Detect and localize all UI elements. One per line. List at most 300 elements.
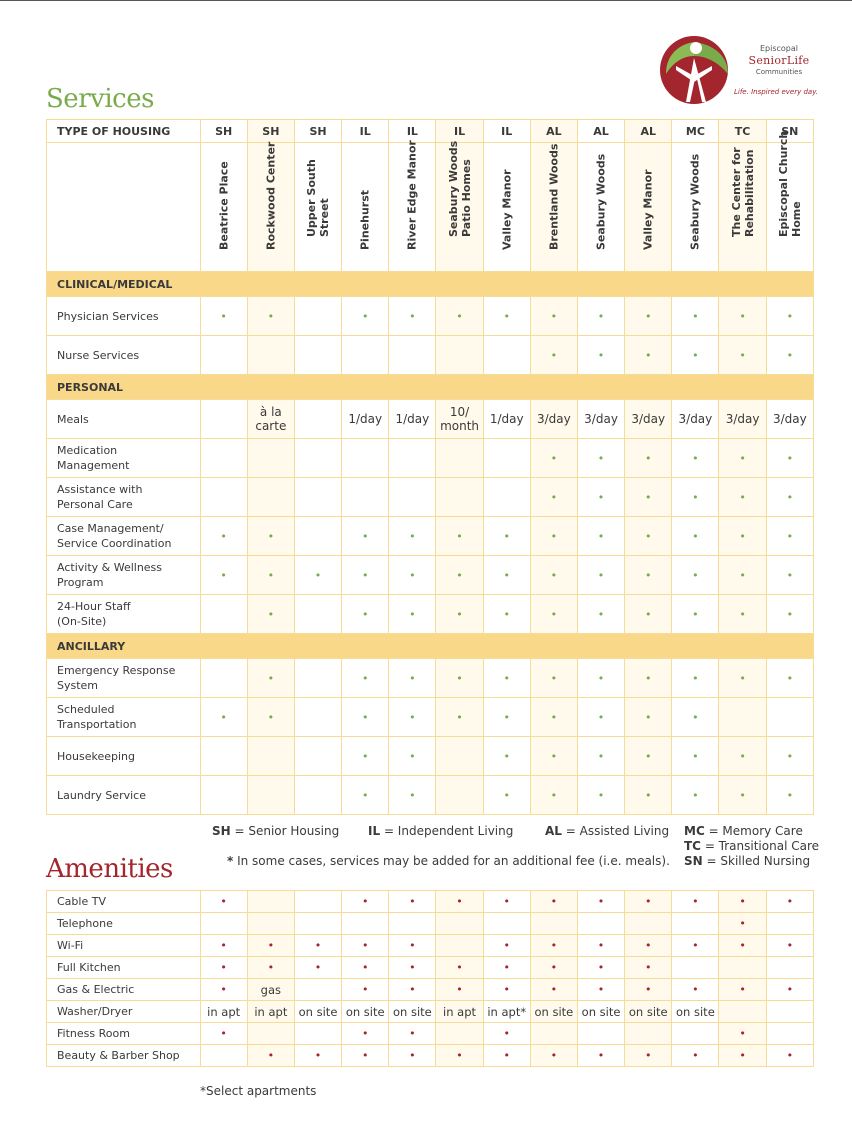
bullet-icon: • bbox=[409, 568, 416, 582]
amenities-table bbox=[46, 890, 814, 1067]
bullet-icon: • bbox=[503, 983, 510, 996]
amenity-cell bbox=[766, 1001, 813, 1023]
housing-type-il: IL bbox=[483, 120, 530, 143]
service-label-line: Laundry Service bbox=[57, 788, 146, 802]
service-cell bbox=[719, 698, 766, 737]
service-cell bbox=[294, 439, 341, 478]
episcopal-seniorlife-logo bbox=[656, 34, 826, 106]
bullet-icon: • bbox=[409, 1027, 416, 1040]
amenity-cell bbox=[389, 1045, 436, 1067]
service-row-scheduled-transportation bbox=[47, 698, 814, 737]
bullet-icon: • bbox=[644, 607, 652, 621]
amenity-cell bbox=[247, 935, 294, 957]
services-heading: Services bbox=[46, 84, 154, 114]
service-cell bbox=[389, 698, 436, 737]
bullet-icon: • bbox=[503, 939, 510, 952]
service-cell bbox=[625, 517, 672, 556]
service-label-line: Service Coordination bbox=[57, 537, 172, 550]
section-personal bbox=[47, 375, 814, 400]
community-name-text bbox=[500, 169, 513, 250]
amenity-row-wi-fi bbox=[47, 935, 814, 957]
amenity-cell: in apt bbox=[436, 1001, 483, 1023]
fee-note: * In some cases, services may be added for an additional fee (i.e. meals). bbox=[227, 854, 670, 868]
service-cell bbox=[577, 659, 624, 698]
housing-type-al: AL bbox=[530, 120, 577, 143]
community-name-text bbox=[305, 159, 331, 237]
community-name-line: River Edge Manor bbox=[405, 140, 419, 250]
amenity-row-beauty-barber-shop bbox=[47, 1045, 814, 1067]
service-row-laundry-service bbox=[47, 776, 814, 815]
community-name-line: The Center for bbox=[729, 147, 743, 237]
bullet-icon: • bbox=[692, 671, 699, 685]
amenity-cell bbox=[672, 891, 719, 913]
service-row-housekeeping bbox=[47, 737, 814, 776]
bullet-icon: • bbox=[597, 939, 605, 952]
service-cell bbox=[247, 659, 294, 698]
bullet-icon: • bbox=[503, 1049, 510, 1062]
service-cell: 3/day bbox=[530, 400, 577, 439]
amenity-cell bbox=[200, 913, 247, 935]
service-label-line: Medication bbox=[57, 444, 118, 457]
service-cell bbox=[577, 517, 624, 556]
bullet-icon: • bbox=[267, 961, 275, 974]
service-cell bbox=[530, 478, 577, 517]
amenity-cell bbox=[389, 957, 436, 979]
service-cell bbox=[342, 776, 389, 815]
community-name-text bbox=[264, 142, 277, 250]
bullet-icon: • bbox=[597, 710, 605, 724]
bullet-icon: • bbox=[739, 939, 746, 952]
amenity-cell bbox=[342, 979, 389, 1001]
service-label bbox=[47, 336, 201, 375]
service-cell bbox=[342, 336, 389, 375]
community-name-line: Rehabilitation bbox=[742, 149, 756, 237]
amenity-cell: on site bbox=[672, 1001, 719, 1023]
service-cell bbox=[625, 776, 672, 815]
bullet-icon: • bbox=[456, 607, 463, 621]
service-cell bbox=[483, 517, 530, 556]
bullet-icon: • bbox=[361, 568, 369, 582]
service-cell bbox=[577, 737, 624, 776]
amenity-cell bbox=[577, 979, 624, 1001]
community-seabury-woods-patio-homes bbox=[436, 140, 483, 272]
service-cell bbox=[672, 297, 719, 336]
bullet-icon: • bbox=[692, 490, 699, 504]
bullet-icon: • bbox=[644, 451, 652, 465]
bullet-icon: • bbox=[597, 348, 605, 362]
section-ancillary bbox=[47, 634, 814, 659]
bullet-icon: • bbox=[739, 917, 746, 930]
service-cell bbox=[436, 517, 483, 556]
service-cell bbox=[342, 517, 389, 556]
amenity-cell bbox=[672, 979, 719, 1001]
amenity-cell bbox=[247, 957, 294, 979]
bullet-icon: • bbox=[739, 529, 746, 543]
amenity-cell bbox=[200, 935, 247, 957]
bullet-icon: • bbox=[786, 451, 794, 465]
bullet-icon: • bbox=[786, 895, 794, 908]
service-cell bbox=[200, 297, 247, 336]
amenity-cell bbox=[200, 979, 247, 1001]
service-cell bbox=[625, 595, 672, 634]
service-cell bbox=[436, 776, 483, 815]
bullet-icon: • bbox=[503, 529, 510, 543]
bullet-icon: • bbox=[503, 895, 510, 908]
service-cell bbox=[483, 776, 530, 815]
service-row-emergency-response-system bbox=[47, 659, 814, 698]
amenity-cell bbox=[577, 913, 624, 935]
amenity-cell bbox=[483, 979, 530, 1001]
amenity-label: Telephone bbox=[47, 913, 201, 935]
amenity-cell bbox=[483, 913, 530, 935]
service-cell bbox=[625, 659, 672, 698]
service-cell bbox=[530, 595, 577, 634]
service-cell bbox=[389, 297, 436, 336]
amenity-label: Full Kitchen bbox=[47, 957, 201, 979]
section-heading: PERSONAL bbox=[47, 375, 814, 400]
community-name-line: Home bbox=[789, 201, 803, 237]
amenity-cell bbox=[625, 1045, 672, 1067]
bullet-icon: • bbox=[456, 710, 463, 724]
bullet-icon: • bbox=[786, 490, 794, 504]
bullet-icon: • bbox=[503, 961, 510, 974]
blank-corner-cell bbox=[47, 143, 201, 272]
service-cell bbox=[294, 737, 341, 776]
bullet-icon: • bbox=[409, 529, 416, 543]
amenity-cell bbox=[342, 913, 389, 935]
logo-tagline: Life. Inspired every day. bbox=[734, 88, 819, 96]
bullet-icon: • bbox=[409, 939, 416, 952]
service-cell bbox=[719, 659, 766, 698]
service-cell bbox=[577, 698, 624, 737]
amenity-row-full-kitchen bbox=[47, 957, 814, 979]
service-cell bbox=[530, 659, 577, 698]
bullet-icon: • bbox=[644, 895, 652, 908]
service-cell bbox=[294, 400, 341, 439]
service-cell bbox=[672, 517, 719, 556]
amenity-cell bbox=[294, 957, 341, 979]
amenity-cell bbox=[625, 891, 672, 913]
amenity-cell bbox=[530, 913, 577, 935]
service-cell bbox=[766, 659, 813, 698]
bullet-icon: • bbox=[739, 451, 746, 465]
service-cell bbox=[436, 336, 483, 375]
service-cell bbox=[766, 478, 813, 517]
service-cell bbox=[436, 556, 483, 595]
community-name-line: Episcopal Church bbox=[776, 130, 790, 237]
community-the-center-for-rehabilitation bbox=[719, 143, 766, 272]
service-label-line: Transportation bbox=[57, 718, 137, 731]
community-name-line: Patio Homes bbox=[459, 159, 473, 237]
service-cell bbox=[483, 595, 530, 634]
community-valley-manor bbox=[483, 143, 530, 272]
amenity-cell bbox=[247, 913, 294, 935]
service-label-line: Nurse Services bbox=[57, 348, 140, 362]
bullet-icon: • bbox=[739, 983, 746, 996]
service-cell bbox=[200, 478, 247, 517]
amenity-cell bbox=[719, 935, 766, 957]
service-cell bbox=[530, 439, 577, 478]
service-cell bbox=[200, 737, 247, 776]
amenity-row-washer-dryer bbox=[47, 1001, 814, 1023]
bullet-icon: • bbox=[361, 788, 369, 802]
housing-type-al: AL bbox=[625, 120, 672, 143]
service-label bbox=[47, 400, 201, 439]
bullet-icon: • bbox=[409, 1049, 416, 1062]
bullet-icon: • bbox=[739, 1049, 746, 1062]
bullet-icon: • bbox=[267, 529, 275, 543]
service-label-line: Scheduled bbox=[57, 703, 115, 716]
amenity-cell bbox=[294, 1045, 341, 1067]
service-cell bbox=[766, 556, 813, 595]
amenity-cell: in apt* bbox=[483, 1001, 530, 1023]
bullet-icon: • bbox=[409, 961, 416, 974]
service-cell bbox=[719, 297, 766, 336]
service-label-line: Physician Services bbox=[57, 309, 159, 323]
community-name-line: Valley Manor bbox=[500, 169, 514, 250]
legend-mc: MC = Memory Care bbox=[684, 824, 803, 838]
bullet-icon: • bbox=[361, 749, 369, 763]
bullet-icon: • bbox=[786, 788, 794, 802]
bullet-icon: • bbox=[456, 568, 463, 582]
amenity-cell: in apt bbox=[200, 1001, 247, 1023]
amenity-cell bbox=[294, 979, 341, 1001]
amenity-cell bbox=[294, 1023, 341, 1045]
community-name-text bbox=[642, 169, 655, 250]
service-label-line: Management bbox=[57, 459, 130, 472]
service-cell bbox=[389, 517, 436, 556]
bullet-icon: • bbox=[503, 788, 510, 802]
housing-type-al: AL bbox=[577, 120, 624, 143]
community-name-line: Brentland Woods bbox=[547, 143, 561, 250]
service-cell bbox=[577, 336, 624, 375]
amenity-cell bbox=[483, 1045, 530, 1067]
amenity-cell bbox=[719, 957, 766, 979]
amenities-heading: Amenities bbox=[46, 854, 173, 884]
amenity-cell: on site bbox=[389, 1001, 436, 1023]
service-cell bbox=[200, 439, 247, 478]
service-cell: 1/day bbox=[389, 400, 436, 439]
cell-line: à la bbox=[259, 405, 282, 419]
bullet-icon: • bbox=[692, 348, 699, 362]
service-row-activity-wellness-program bbox=[47, 556, 814, 595]
bullet-icon: • bbox=[692, 710, 699, 724]
amenity-cell bbox=[625, 935, 672, 957]
service-cell bbox=[294, 698, 341, 737]
service-cell bbox=[294, 517, 341, 556]
bullet-icon: • bbox=[503, 710, 510, 724]
bullet-icon: • bbox=[644, 749, 652, 763]
amenity-cell bbox=[200, 1045, 247, 1067]
services-table bbox=[46, 119, 814, 815]
logo-episcopal: Episcopal bbox=[759, 44, 799, 53]
service-cell bbox=[342, 595, 389, 634]
community-name-text bbox=[406, 140, 419, 250]
amenity-cell: in apt bbox=[247, 1001, 294, 1023]
bullet-icon: • bbox=[220, 710, 227, 724]
service-label bbox=[47, 297, 201, 336]
section-clinical-medical bbox=[47, 272, 814, 297]
service-cell bbox=[389, 659, 436, 698]
service-cell bbox=[247, 776, 294, 815]
amenity-row-cable-tv bbox=[47, 891, 814, 913]
bullet-icon: • bbox=[361, 895, 369, 908]
top-rule bbox=[0, 0, 852, 1]
amenity-cell bbox=[342, 1045, 389, 1067]
bullet-icon: • bbox=[503, 568, 510, 582]
service-cell bbox=[247, 336, 294, 375]
bullet-icon: • bbox=[550, 451, 558, 465]
amenity-cell bbox=[625, 979, 672, 1001]
bullet-icon: • bbox=[456, 983, 463, 996]
amenity-cell: on site bbox=[577, 1001, 624, 1023]
type-of-housing-label: TYPE OF HOUSING bbox=[47, 120, 201, 143]
bullet-icon: • bbox=[739, 348, 746, 362]
bullet-icon: • bbox=[550, 607, 558, 621]
cell-line: month bbox=[440, 419, 480, 433]
amenity-cell bbox=[294, 891, 341, 913]
amenity-cell bbox=[294, 913, 341, 935]
amenity-cell bbox=[436, 935, 483, 957]
service-cell bbox=[625, 478, 672, 517]
bullet-icon: • bbox=[597, 983, 605, 996]
service-cell bbox=[342, 478, 389, 517]
amenity-cell bbox=[766, 913, 813, 935]
amenity-cell bbox=[577, 935, 624, 957]
service-row-meals bbox=[47, 400, 814, 439]
bullet-icon: • bbox=[739, 568, 746, 582]
amenity-cell bbox=[200, 891, 247, 913]
service-cell bbox=[200, 659, 247, 698]
amenity-cell bbox=[342, 891, 389, 913]
bullet-icon: • bbox=[456, 1049, 463, 1062]
housing-type-sn: SN bbox=[766, 120, 813, 143]
bullet-icon: • bbox=[786, 749, 794, 763]
bullet-icon: • bbox=[597, 788, 605, 802]
community-name-text bbox=[447, 141, 473, 237]
amenity-label: Gas & Electric bbox=[47, 979, 201, 1001]
community-name-line: Street bbox=[318, 198, 332, 237]
bullet-icon: • bbox=[361, 983, 369, 996]
service-cell bbox=[719, 517, 766, 556]
amenity-cell: on site bbox=[342, 1001, 389, 1023]
bullet-icon: • bbox=[220, 961, 227, 974]
community-seabury-woods bbox=[672, 143, 719, 272]
bullet-icon: • bbox=[786, 1049, 794, 1062]
service-cell bbox=[766, 439, 813, 478]
bullet-icon: • bbox=[692, 309, 699, 323]
service-cell bbox=[389, 336, 436, 375]
service-cell bbox=[530, 336, 577, 375]
service-cell bbox=[389, 556, 436, 595]
bullet-icon: • bbox=[597, 568, 605, 582]
community-name-text bbox=[547, 144, 560, 250]
bullet-icon: • bbox=[644, 710, 652, 724]
bullet-icon: • bbox=[409, 710, 416, 724]
housing-type-row bbox=[47, 120, 814, 143]
service-cell bbox=[672, 659, 719, 698]
bullet-icon: • bbox=[361, 607, 369, 621]
community-name-line: Seabury Woods bbox=[594, 153, 608, 250]
bullet-icon: • bbox=[503, 671, 510, 685]
bullet-icon: • bbox=[409, 895, 416, 908]
service-cell bbox=[294, 659, 341, 698]
amenity-cell bbox=[766, 979, 813, 1001]
amenity-cell bbox=[672, 913, 719, 935]
service-label bbox=[47, 556, 201, 595]
amenity-cell bbox=[389, 935, 436, 957]
housing-type-sh: SH bbox=[294, 120, 341, 143]
logo-brand: SeniorLife bbox=[748, 54, 810, 67]
amenity-cell bbox=[483, 891, 530, 913]
amenity-row-fitness-room bbox=[47, 1023, 814, 1045]
service-cell bbox=[436, 659, 483, 698]
amenity-label: Wi-Fi bbox=[47, 935, 201, 957]
service-cell bbox=[389, 595, 436, 634]
service-cell bbox=[389, 439, 436, 478]
community-valley-manor bbox=[625, 143, 672, 272]
service-label-line: 24-Hour Staff bbox=[57, 600, 131, 613]
bullet-icon: • bbox=[409, 607, 416, 621]
logo-wordmark bbox=[734, 44, 824, 77]
service-cell bbox=[625, 297, 672, 336]
community-upper-south-street bbox=[294, 143, 341, 272]
bullet-icon: • bbox=[597, 529, 605, 543]
amenity-cell bbox=[247, 1023, 294, 1045]
bullet-icon: • bbox=[361, 671, 369, 685]
bullet-icon: • bbox=[456, 671, 463, 685]
service-label bbox=[47, 439, 201, 478]
housing-type-mc: MC bbox=[672, 120, 719, 143]
bullet-icon: • bbox=[739, 749, 746, 763]
amenity-cell bbox=[389, 913, 436, 935]
service-cell bbox=[342, 659, 389, 698]
bullet-icon: • bbox=[409, 788, 416, 802]
service-cell bbox=[672, 698, 719, 737]
service-cell bbox=[389, 737, 436, 776]
service-cell bbox=[483, 698, 530, 737]
bullet-icon: • bbox=[786, 671, 794, 685]
community-beatrice-place bbox=[200, 143, 247, 272]
bullet-icon: • bbox=[692, 788, 699, 802]
bullet-icon: • bbox=[739, 671, 746, 685]
service-label bbox=[47, 698, 201, 737]
amenity-cell: on site bbox=[530, 1001, 577, 1023]
bullet-icon: • bbox=[361, 1049, 369, 1062]
service-label-line: (On-Site) bbox=[57, 615, 107, 628]
service-cell bbox=[672, 595, 719, 634]
logo-mark-icon bbox=[656, 34, 732, 106]
service-cell bbox=[436, 439, 483, 478]
bullet-icon: • bbox=[550, 939, 558, 952]
bullet-icon: • bbox=[550, 710, 558, 724]
service-cell: 3/day bbox=[672, 400, 719, 439]
bullet-icon: • bbox=[692, 568, 699, 582]
community-name-line: Seabury Woods bbox=[688, 153, 702, 250]
cell-line: 10/ bbox=[449, 405, 470, 419]
amenity-cell bbox=[342, 935, 389, 957]
housing-type-sh: SH bbox=[247, 120, 294, 143]
service-cell bbox=[436, 737, 483, 776]
amenity-cell bbox=[719, 979, 766, 1001]
service-cell bbox=[672, 439, 719, 478]
service-label-line: Program bbox=[57, 576, 104, 589]
service-cell bbox=[294, 336, 341, 375]
service-label bbox=[47, 595, 201, 634]
service-cell bbox=[483, 297, 530, 336]
amenity-cell bbox=[766, 1023, 813, 1045]
amenity-cell bbox=[719, 1023, 766, 1045]
